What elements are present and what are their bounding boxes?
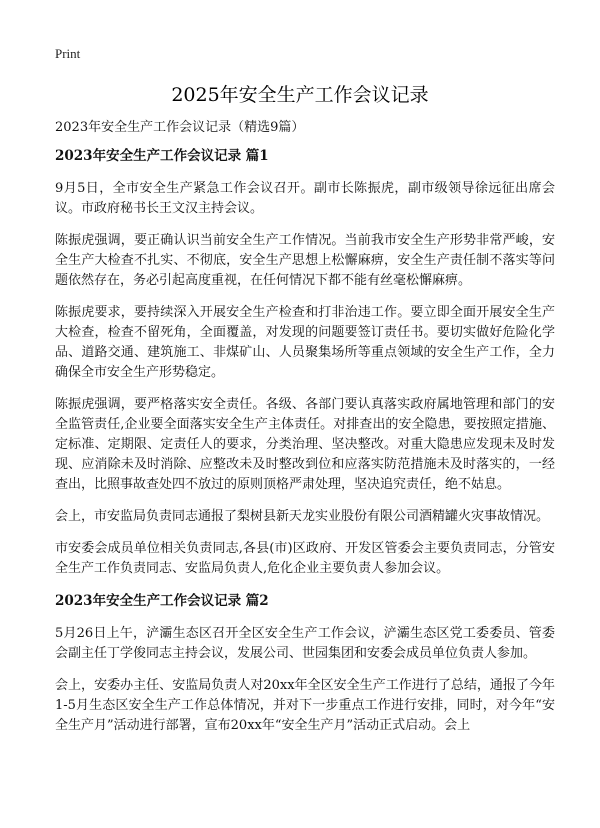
paragraph: 5月26日上午，浐灞生态区召开全区安全生产工作会议，浐灞生态区党工委委员、管委会副主任丁学俊同志主持会议，发展公司、世园集团和安委会成员单位负责人参加。 bbox=[55, 626, 555, 661]
paragraph: 陈振虎强调，要严格落实安全责任。各级、各部门要认真落实政府属地管理和部门的安全监管责任,企业要全面落实安全生产主体责任。对排查出的安全隐患，要按照定措施、定标准、定期限、定责任人的要求，分类治理、坚决整改。对重大隐患应发现未及时发现、应消除未及时消除、应整改未及时整改到位和应落实防范措施未及时落实的，一经查出，比照事故查处四不放过的原则顶格严肃处理，坚决追究责任，绝不姑息。 bbox=[55, 397, 555, 492]
paragraph: 9月5日，全市安全生产紧急工作会议召开。副市长陈振虎，副市级领导徐远征出席会议。市政府秘书长王文汉主持会议。 bbox=[55, 181, 555, 216]
paragraph: 陈振虎强调，要正确认识当前安全生产工作情况。当前我市安全生产形势非常严峻，安全生产大检查不扎实、不彻底，安全生产思想上松懈麻痹，安全生产责任制不落实等问题依然存在，务必引起高度重视，在任何情况下都不能有丝毫松懈麻痹。 bbox=[55, 233, 555, 288]
document-body bbox=[55, 118, 555, 748]
paragraph: 陈振虎要求，要持续深入开展安全生产检查和打非治违工作。要立即全面开展安全生产大检查，检查不留死角，全面覆盖，对发现的问题要签订责任书。要切实做好危险化学品、道路交通、建筑施工、非煤矿山、人员聚集场所等重点领域的安全生产工作，全力确保全市安全生产形势稳定。 bbox=[55, 305, 555, 380]
print-link[interactable]: Print bbox=[55, 46, 81, 61]
document-title: 2025年安全生产工作会议记录 bbox=[171, 84, 429, 106]
paragraph: 会上，安委办主任、安监局负责人对20xx年全区安全生产工作进行了总结，通报了今年1-5月生态区安全生产工作总体情况，并对下一步重点工作进行安排，同时，对今年“安全生产月”活动进行部署，宣布20xx年“安全生产月”活动正式启动。会上 bbox=[55, 678, 555, 733]
paragraph: 会上，市安监局负责同志通报了梨树县新天龙实业股份有限公司酒精罐火灾事故情况。 bbox=[55, 509, 550, 524]
section-heading-1: 2023年安全生产工作会议记录 篇1 bbox=[55, 148, 269, 164]
section-heading-2: 2023年安全生产工作会议记录 篇2 bbox=[55, 593, 269, 609]
paragraph: 市安委会成员单位相关负责同志,各县(市)区政府、开发区管委会主要负责同志，分管安全生产工作负责同志、安监局负责人,危化企业主要负责人参加会议。 bbox=[55, 541, 555, 576]
document-subtitle: 2023年安全生产工作会议记录（精选9篇） bbox=[55, 120, 305, 135]
